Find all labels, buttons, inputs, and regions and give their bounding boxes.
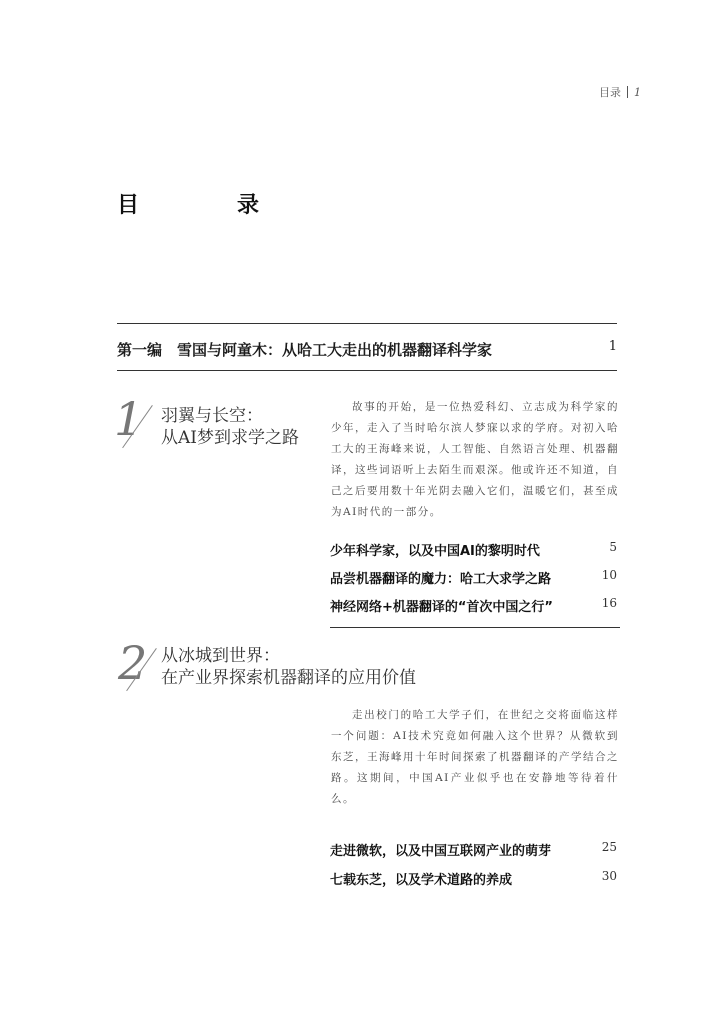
chapter1-summary: 故事的开始，是一位热爱科幻、立志成为科学家的少年，走入了当时哈尔滨人梦寐以求的学府。对初入哈工大的王海峰来说，人工智能、自然语言处理、机器翻译，这些词语听上去陌生而艰深。他或许还不知道，自己之后要用数十年光阴去融入它们，温暖它们，甚至成为AI时代的一部分。 [331, 401, 619, 518]
chapter1-title-line2: 从AI梦到求学之路 [161, 428, 299, 448]
entry-title: 少年科学家，以及中国AI的黎明时代 [330, 544, 540, 559]
part-bottom-rule [117, 370, 617, 371]
header-page-number: 1 [634, 85, 641, 99]
chapter2-title-line2: 在产业界探索机器翻译的应用价值 [161, 668, 416, 688]
chapter1-title-line1: 羽翼与长空： [161, 406, 263, 426]
part1-title: 第一编 雪国与阿童木：从哈工大走出的机器翻译科学家 [117, 341, 493, 359]
chapter1-entry-1[interactable] [330, 540, 617, 559]
header-label: 目录 [599, 86, 621, 99]
chapter2-summary: 走出校门的哈工大学子们，在世纪之交将面临这样一个问题：AI技术究竟如何融入这个世界？从微软到东芝，王海峰用十年时间探索了机器翻译的产学结合之路。这期间，中国AI产业似乎也在安静地等待着什么。 [331, 709, 619, 805]
chapter2-title-line1: 从冰城到世界： [161, 646, 280, 666]
entry-page: 10 [601, 568, 617, 582]
toc-title: 目 录 [117, 193, 298, 218]
chapter1-entry-2[interactable] [330, 568, 617, 587]
entry-title: 品尝机器翻译的魔力：哈工大求学之路 [330, 572, 552, 587]
entry-title: 神经网络+机器翻译的“首次中国之行” [330, 600, 553, 615]
chapter2-number: 2 [118, 636, 148, 690]
entry-page: 25 [601, 840, 617, 854]
part1-page: 1 [608, 339, 617, 354]
entry-title: 走进微软，以及中国互联网产业的萌芽 [330, 844, 552, 859]
chapter2-entry-1[interactable] [330, 840, 617, 859]
chapter1-title[interactable] [161, 405, 299, 449]
chapter1-bottom-rule [330, 627, 620, 628]
chapter1-entry-3[interactable] [330, 596, 617, 615]
chapter2-entry-2[interactable] [330, 869, 617, 888]
running-header [599, 84, 641, 100]
chapter1-number: 1 [114, 392, 144, 446]
chapter2-title[interactable] [161, 645, 416, 689]
part1-entry[interactable] [117, 339, 617, 360]
part-top-rule [117, 323, 617, 324]
header-divider [627, 86, 628, 98]
entry-page: 16 [601, 596, 617, 610]
entry-page: 5 [609, 540, 617, 554]
entry-page: 30 [601, 869, 617, 883]
entry-title: 七载东芝，以及学术道路的养成 [330, 873, 513, 888]
